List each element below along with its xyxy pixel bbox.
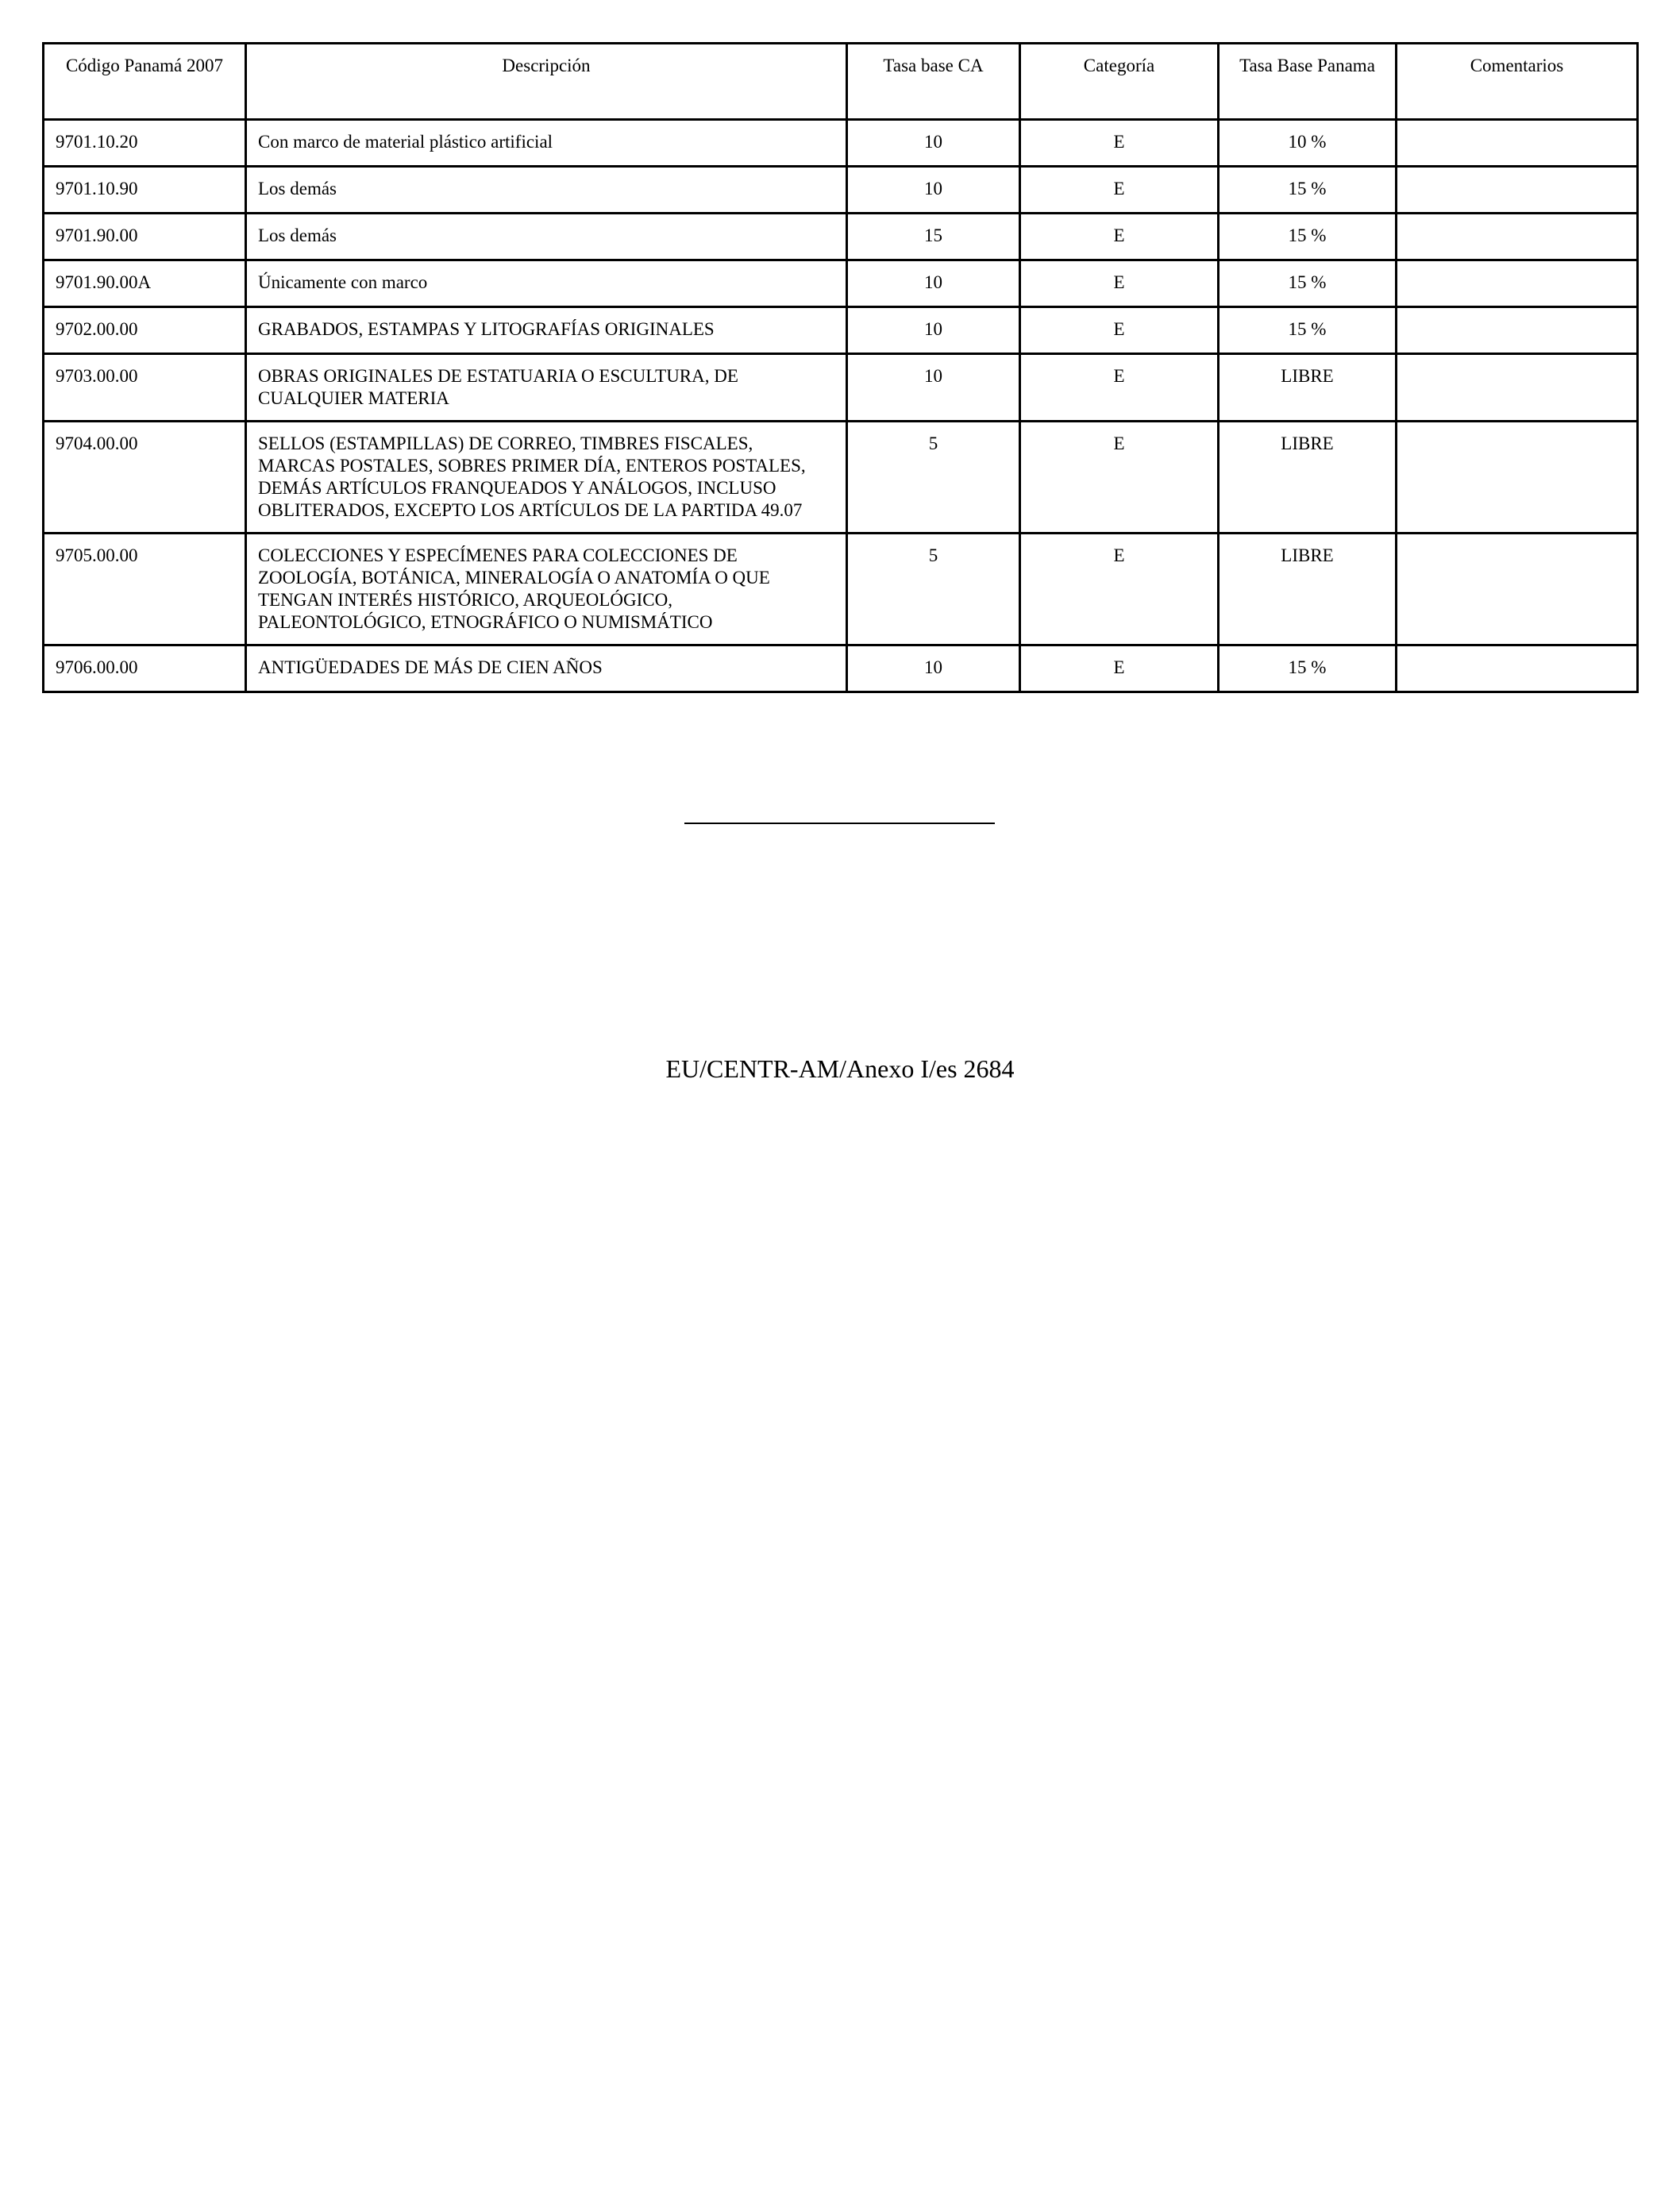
cell-tasa-base-panama: 15 %	[1219, 167, 1397, 214]
cell-comentarios	[1397, 120, 1638, 167]
cell-categoria: E	[1020, 534, 1219, 645]
table-row	[44, 307, 1638, 354]
cell-description: COLECCIONES Y ESPECÍMENES PARA COLECCIONES DE ZOOLOGÍA, BOTÁNICA, MINERALOGÍA O ANATOMÍA O QUE TENGAN INTERÉS HISTÓRICO, ARQUEOLÓGICO, PALEONTOLÓGICO, ETNOGRÁFICO O NUMISMÁTICO	[246, 534, 847, 645]
cell-tasa-base-panama: LIBRE	[1219, 354, 1397, 422]
cell-comentarios	[1397, 214, 1638, 260]
cell-code: 9705.00.00	[44, 534, 246, 645]
cell-code: 9704.00.00	[44, 422, 246, 534]
cell-tasa-base-ca: 10	[847, 307, 1020, 354]
cell-categoria: E	[1020, 167, 1219, 214]
cell-comentarios	[1397, 534, 1638, 645]
cell-tasa-base-panama: 15 %	[1219, 214, 1397, 260]
cell-description: Los demás	[246, 214, 847, 260]
cell-code: 9706.00.00	[44, 645, 246, 692]
cell-tasa-base-ca: 10	[847, 354, 1020, 422]
cell-code: 9701.10.90	[44, 167, 246, 214]
cell-comentarios	[1397, 167, 1638, 214]
table-row	[44, 167, 1638, 214]
table-row	[44, 120, 1638, 167]
header-tasa-base-panama: Tasa Base Panama	[1219, 44, 1397, 120]
cell-code: 9701.10.20	[44, 120, 246, 167]
cell-description: GRABADOS, ESTAMPAS Y LITOGRAFÍAS ORIGINALES	[246, 307, 847, 354]
cell-code: 9701.90.00A	[44, 260, 246, 307]
table-body	[44, 120, 1638, 692]
cell-tasa-base-ca: 5	[847, 534, 1020, 645]
table-header	[44, 44, 1638, 120]
cell-comentarios	[1397, 645, 1638, 692]
cell-tasa-base-panama: 15 %	[1219, 645, 1397, 692]
cell-categoria: E	[1020, 120, 1219, 167]
cell-tasa-base-ca: 5	[847, 422, 1020, 534]
cell-code: 9702.00.00	[44, 307, 246, 354]
header-row	[44, 44, 1638, 120]
tariff-table	[42, 42, 1639, 693]
cell-tasa-base-ca: 10	[847, 120, 1020, 167]
cell-description: Los demás	[246, 167, 847, 214]
cell-categoria: E	[1020, 307, 1219, 354]
table-row	[44, 534, 1638, 645]
cell-description: OBRAS ORIGINALES DE ESTATUARIA O ESCULTURA, DE CUALQUIER MATERIA	[246, 354, 847, 422]
header-tasa-base-ca: Tasa base CA	[847, 44, 1020, 120]
cell-description: ANTIGÜEDADES DE MÁS DE CIEN AÑOS	[246, 645, 847, 692]
cell-tasa-base-panama: 15 %	[1219, 307, 1397, 354]
table-row	[44, 214, 1638, 260]
header-comentarios: Comentarios	[1397, 44, 1638, 120]
cell-categoria: E	[1020, 645, 1219, 692]
table-row	[44, 260, 1638, 307]
cell-tasa-base-panama: 10 %	[1219, 120, 1397, 167]
header-categoria: Categoría	[1020, 44, 1219, 120]
cell-tasa-base-ca: 10	[847, 260, 1020, 307]
table-row	[44, 422, 1638, 534]
separator-line	[684, 823, 995, 824]
cell-tasa-base-ca: 10	[847, 167, 1020, 214]
cell-code: 9701.90.00	[44, 214, 246, 260]
cell-comentarios	[1397, 260, 1638, 307]
cell-tasa-base-ca: 15	[847, 214, 1020, 260]
table-row	[44, 354, 1638, 422]
cell-tasa-base-panama: 15 %	[1219, 260, 1397, 307]
table-row	[44, 645, 1638, 692]
cell-code: 9703.00.00	[44, 354, 246, 422]
cell-comentarios	[1397, 307, 1638, 354]
cell-description: Únicamente con marco	[246, 260, 847, 307]
cell-comentarios	[1397, 354, 1638, 422]
cell-comentarios	[1397, 422, 1638, 534]
cell-categoria: E	[1020, 214, 1219, 260]
cell-description: Con marco de material plástico artificial	[246, 120, 847, 167]
cell-categoria: E	[1020, 260, 1219, 307]
cell-tasa-base-panama: LIBRE	[1219, 534, 1397, 645]
cell-tasa-base-panama: LIBRE	[1219, 422, 1397, 534]
cell-description: SELLOS (ESTAMPILLAS) DE CORREO, TIMBRES FISCALES, MARCAS POSTALES, SOBRES PRIMER DÍA, ENTEROS POSTALES, DEMÁS ARTÍCULOS FRANQUEADOS Y ANÁLOGOS, INCLUSO OBLITERADOS, EXCEPTO LOS ARTÍCULOS DE LA PARTIDA 49.07	[246, 422, 847, 534]
cell-categoria: E	[1020, 422, 1219, 534]
document-reference: EU/CENTR-AM/Anexo I/es 2684	[665, 1054, 1015, 1083]
header-description: Descripción	[246, 44, 847, 120]
cell-categoria: E	[1020, 354, 1219, 422]
cell-tasa-base-ca: 10	[847, 645, 1020, 692]
header-code: Código Panamá 2007	[44, 44, 246, 120]
